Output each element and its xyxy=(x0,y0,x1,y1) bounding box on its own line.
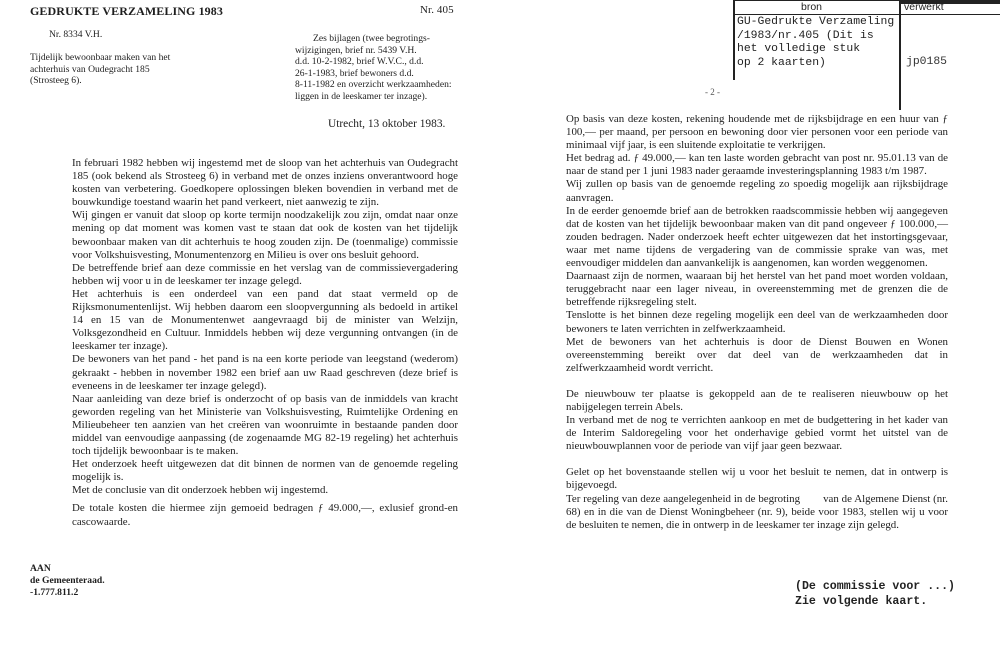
typed-note xyxy=(795,579,955,609)
paragraph: In de eerder genoemde brief aan de betrokken raadscommissie hebben wij aangegeven dat de kosten van het tijdelijk bewoonbaar maken van dit pand ongeveer ƒ 100.000,— zouden bedragen. Nader onderzoek heeft echter uitgewezen dat het instortingsgevaar, waar met name tijdens de vergadering van de commissie sprake van was, met eenvoudiger middelen dan aanvankelijk is aangenomen, kan worden weggenomen. xyxy=(566,204,948,270)
subject-line: achterhuis van Oudegracht 185 xyxy=(30,63,150,75)
series-title: GEDRUKTE VERZAMELING 1983 xyxy=(30,4,223,18)
paragraph: In februari 1982 hebben wij ingestemd met de sloop van het achterhuis van Oudegracht 185 (ook bekend als Strosteeg 6) in verband met de onzes inziens onverantwoord hoge kosten van verbetering. Goedkopere oplossingen bleken bovendien in verband met de bouwkundige toestand waarin het pand verkeert, niet aanwezig te zijn. xyxy=(72,157,458,209)
place-date: Utrecht, 13 oktober 1983. xyxy=(328,118,446,130)
column-source-label: bron xyxy=(801,1,823,13)
paragraph: Tenslotte is het binnen deze regeling mogelijk een deel van de werkzaamheden door bewoners te laten verrichten in zelfwerkzaamheid. xyxy=(566,309,948,335)
addressee-line: -1.777.811.2 xyxy=(30,587,79,598)
addressee-line: AAN xyxy=(30,563,51,574)
attachments-line: Zes bijlagen (twee begrotings- xyxy=(313,33,430,44)
attachments-line: 26-1-1983, brief bewoners d.d. xyxy=(295,67,414,79)
left-body xyxy=(72,157,458,529)
attachments-line: wijzigingen, brief nr. 5439 V.H. xyxy=(295,44,417,56)
paragraph: Op basis van deze kosten, rekening houdende met de rijksbijdrage en een huur van ƒ 100,— per maand, per persoon en bewoning door vier personen voor een periode van minimaal vijf jaar, is een sluitende exploitatie te verkrijgen. xyxy=(566,113,948,152)
paragraph: Met de conclusie van dit onderzoek hebben wij ingestemd. xyxy=(72,484,329,497)
paragraph: Wij zullen op basis van de genoemde regeling zo spoedig mogelijk aan rijksbijdrage aanvragen. xyxy=(566,178,948,204)
paragraph: Met de bewoners van het achterhuis is door de Dienst Bouwen en Wonen overeenstemming bereikt over dat deel van de werkzaamheden dat in zelfwerkzaamheid wordt verricht. xyxy=(566,335,948,374)
paragraph: In verband met de nog te verrichten aankoop en met de budgettering in het kader van de Interim Saldoregeling voor het onderhavige gebied vormt het uitstel van de nieuwbouwplannen voor de periode van vijf jaar geen bezwaar. xyxy=(566,414,948,453)
paragraph: De betreffende brief aan deze commissie en het verslag van de commissievergadering hebben wij voor u in de leeskamer ter inzage gelegd. xyxy=(72,261,458,287)
paragraph: Het bedrag ad. ƒ 49.000,— kan ten laste worden gebracht van post nr. 95.01.13 van de naar de stand per 1 juni 1983 nader geraamde investeringsplanning 1983 t/m 1987. xyxy=(566,152,948,178)
subject-line: Tijdelijk bewoonbaar maken van het xyxy=(30,52,171,63)
page-number: - 2 - xyxy=(705,87,720,97)
paragraph: Het achterhuis is een onderdeel van een pand dat staat vermeld op de Rijksmonumentenlijst. Wij hebben daarom een sloopvergunning als bedoeld in artikel 14 en 15 van de Monumentenwet aangevraagd bij de minister van Welzijn, Volksgezondheid en Cultuur. Inmiddels hebben wij deze vergunning ontvangen (in de leeskamer ter inzage). xyxy=(72,287,458,353)
typed-note-line: (De commissie voor ...) xyxy=(795,580,956,593)
card-source-text: GU-Gedrukte Verzameling /1983/nr.405 (Dit is het volledige stuk op 2 kaarten) xyxy=(737,16,895,69)
cost-paragraph: De totale kosten die hiermee zijn gemoeid bedragen ƒ 49.000,—, exlusief grond-en cascowaarde. xyxy=(72,502,458,528)
paragraph: Wij gingen er vanuit dat sloop op korte termijn noodzakelijk zou zijn, omdat naar onze mening op dat moment was komen vast te staan dat ook de kosten van het tijdelijk bewoonbaar maken van dit achterhuis te hoog zouden zijn. De (toenmalige) commissie voor Volkshuisvesting, Monumentenzorg en Milieu is over ons besluit gehoord. xyxy=(72,209,458,261)
document-number: Nr. 405 xyxy=(420,4,454,16)
paragraph: De bewoners van het pand - het pand is na een korte periode van leegstand (wederom) gekraakt - hebben in november 1982 een brief aan uw Raad geschreven (deze brief is eveneens in de leeskamer ter inzage gelegd). xyxy=(72,353,458,392)
attachments-line: d.d. 10-2-1982, brief W.V.C., d.d. xyxy=(295,56,424,68)
subject-line: (Strosteeg 6). xyxy=(30,75,82,87)
typed-note-line: Zie volgende kaart. xyxy=(795,595,928,608)
attachments-line: liggen in de leeskamer ter inzage). xyxy=(295,90,428,102)
attachments-block xyxy=(295,33,465,103)
paragraph: De nieuwbouw ter plaatse is gekoppeld aan de te realiseren nieuwbouw op het nabijgelegen terrein Abels. xyxy=(566,387,948,413)
paragraph: Naar aanleiding van deze brief is onderzocht of op basis van de inmiddels van kracht geworden regeling van het Ministerie van Volkshuisvesting, Ruimtelijke Ordening en Milieubeheer ten aanzien van het creëren van woonruimte in bestaande panden door middel van eenvoudige aanpassing (de zogenaamde MG 82-19 regeling) het achterhuis toch tijdelijk bewoonbaar is te maken. xyxy=(72,392,458,458)
paragraph: Het onderzoek heeft uitgewezen dat dit binnen de normen van de genoemde regeling mogelijk is. xyxy=(72,458,458,484)
reference-number: Nr. 8334 V.H. xyxy=(49,29,103,40)
subject-block xyxy=(30,52,170,87)
paragraph: Ter regeling van deze aangelegenheid in de begroting van de Algemene Dienst (nr. 68) en in die van de Dienst Woningbeheer (nr. 9), beide voor 1983, stellen wij u voor de besluiten te nemen, die in ontwerp in de leeskamer ter inzage zijn gelegd. xyxy=(566,492,951,531)
card-code: jp0185 xyxy=(906,56,948,68)
column-processed-label: verwerkt xyxy=(904,1,944,13)
paragraph: Gelet op het bovenstaande stellen wij u voor het besluit te nemen, dat in ontwerp is bijgevoegd. xyxy=(566,466,948,492)
index-card-header xyxy=(719,0,1000,80)
right-body xyxy=(566,113,951,532)
paragraph: Daarnaast zijn de normen, waaraan bij het herstel van het pand moet worden voldaan, teruggebracht naar een lager niveau, in overeenstemming met de grenzen die de betreffende rijksregeling stelt. xyxy=(566,270,948,309)
attachments-line: 8-11-1982 en overzicht werkzaamheden: xyxy=(295,79,452,91)
addressee-block xyxy=(30,563,105,599)
addressee-line: de Gemeenteraad. xyxy=(30,575,105,586)
